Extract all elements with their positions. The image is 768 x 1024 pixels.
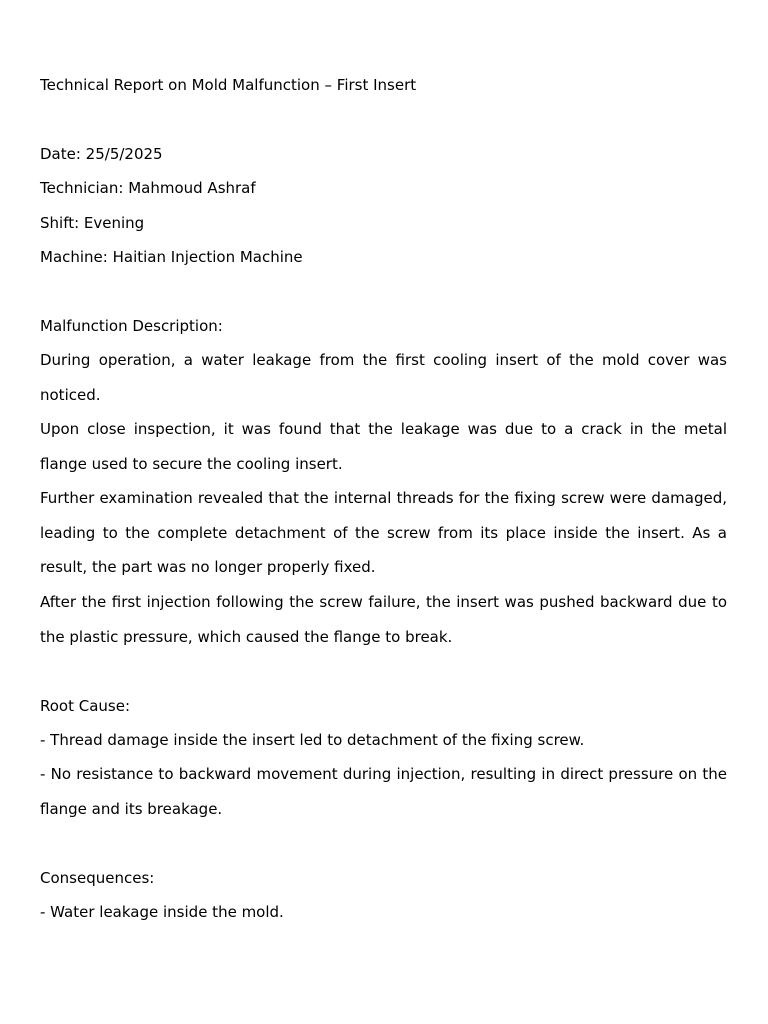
consequences-heading: Consequences: <box>40 869 155 887</box>
malfunction-paragraph: During operation, a water leakage from the first cooling insert of the mold cover was noticed. <box>40 351 727 404</box>
root-cause-heading: Root Cause: <box>40 697 131 715</box>
report-machine: Machine: Haitian Injection Machine <box>40 248 303 266</box>
root-cause-item: - Thread damage inside the insert led to detachment of the fixing screw. <box>40 731 585 749</box>
report-technician: Technician: Mahmoud Ashraf <box>40 179 256 197</box>
malfunction-paragraph: After the first injection following the screw failure, the insert was pushed backward due to the plastic pressure, which caused the flange to break. <box>40 593 727 646</box>
report-title: Technical Report on Mold Malfunction – First Insert <box>40 76 417 94</box>
root-cause-item: - No resistance to backward movement during injection, resulting in direct pressure on the flange and its breakage. <box>40 765 727 818</box>
report-date: Date: 25/5/2025 <box>40 145 163 163</box>
malfunction-heading: Malfunction Description: <box>40 317 223 335</box>
consequences-item: - Water leakage inside the mold. <box>40 903 284 921</box>
malfunction-paragraph: Further examination revealed that the internal threads for the fixing screw were damaged, leading to the complete detachment of the screw from its place inside the insert. As a result, the part was no longer properly fixed. <box>40 489 727 576</box>
report-shift: Shift: Evening <box>40 214 145 232</box>
malfunction-paragraph: Upon close inspection, it was found that the leakage was due to a crack in the metal flange used to secure the cooling insert. <box>40 420 727 473</box>
